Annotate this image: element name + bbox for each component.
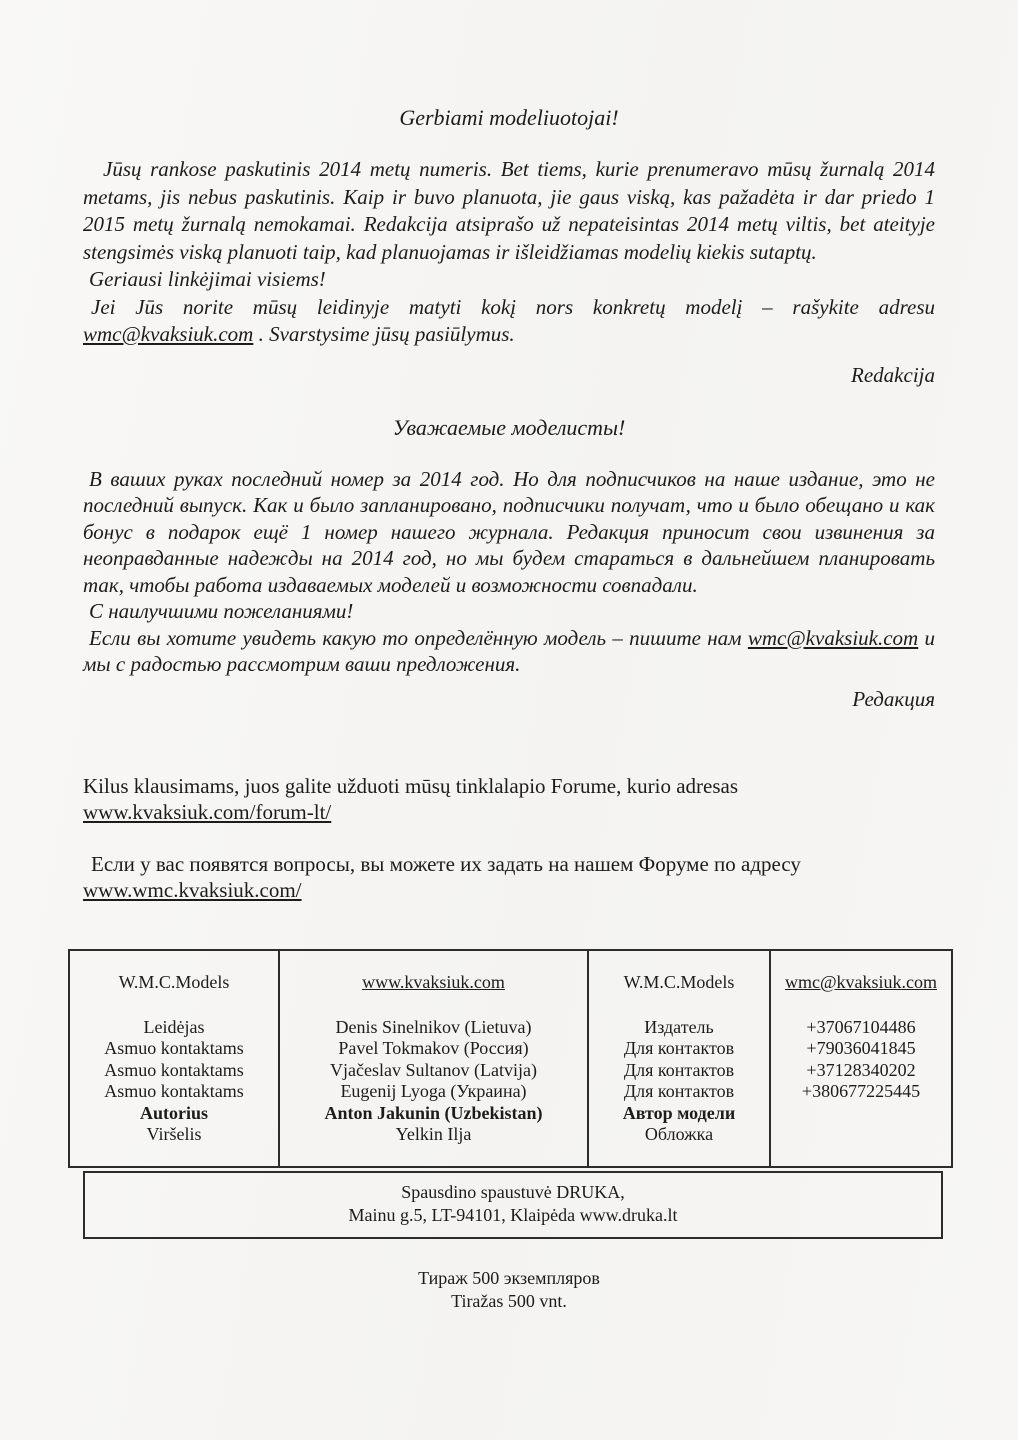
table-cell: Pavel Tokmakov (Россия) <box>280 1038 589 1060</box>
printer-line-2: Mainu g.5, LT-94101, Klaipėda www.druka.lt <box>348 1204 678 1225</box>
table-cell: Asmuo kontaktams <box>70 1038 280 1060</box>
table-cell: +37067104486 <box>806 1016 916 1037</box>
table-cell: Издатель <box>589 1017 771 1039</box>
table-cell: Denis Sinelnikov (Lietuva) <box>280 1017 589 1039</box>
forum-link-lt[interactable]: www.kvaksiuk.com/forum-lt/ <box>83 799 332 824</box>
table-cell: +37128340202 <box>806 1059 916 1080</box>
paragraph-lt-contact <box>83 294 935 349</box>
table-cell: Asmuo kontaktams <box>70 1060 280 1082</box>
forum-note-ru-text: Если у вас появятся вопросы, вы можете их задать на нашем Форуме по адресу <box>91 851 801 876</box>
printer-line-1: Spausdino spaustuvė DRUKA, <box>401 1181 625 1202</box>
paragraph-ru-contact-after: и мы с радостью рассмотрим ваши предложения. <box>83 625 936 676</box>
table-cell: Leidėjas <box>70 1017 280 1039</box>
paragraph-lt-contact-after: . Svarstysime jūsų pasiūlymus. <box>258 322 515 346</box>
table-cell <box>771 1103 951 1125</box>
table-cell: Для контактов <box>589 1038 771 1060</box>
forum-note-lt-text: Kilus klausimams, juos galite užduoti mūsų tinklalapio Forume, kurio adresas <box>83 773 738 798</box>
paragraph-ru-wishes: С наилучшими пожеланиями! <box>89 599 354 623</box>
signature-lt: Redakcija <box>851 362 935 387</box>
table-header-website <box>280 951 589 1017</box>
paragraph-ru-contact-before: Если вы хотите увидеть какую то определённую модель – пишите нам <box>89 625 742 650</box>
table-cell <box>771 1124 951 1166</box>
paragraph-ru-main: В ваших руках последний номер за 2014 год. Но для подписчиков на наше издание, это не последний выпуск. Как и было запланировано, подписчики получат, что и было обещано и как бонус в подарок ещё 1 номер нашего журнала. Редакция приносит свои извинения за неоправданные надежды на 2014 год, но мы будем стараться в дальнейшем планировать так, чтобы работа издаваемых моделей и возможности совпадали. <box>83 466 935 597</box>
forum-link-ru[interactable]: www.wmc.kvaksiuk.com/ <box>83 877 302 902</box>
table-cell: Vjačeslav Sultanov (Latvija) <box>280 1060 589 1082</box>
table-header-publisher-lt: W.M.C.Models <box>70 951 280 1017</box>
circulation-note <box>0 1267 1018 1313</box>
table-email-link[interactable]: wmc@kvaksiuk.com <box>784 971 938 992</box>
section-title-ru: Уважаемые моделисты! <box>392 414 626 440</box>
email-link-ru[interactable]: wmc@kvaksiuk.com <box>747 625 919 650</box>
text-column <box>83 104 935 903</box>
email-link-lt[interactable]: wmc@kvaksiuk.com <box>83 322 254 346</box>
table-cell: +380677225445 <box>801 1081 921 1101</box>
circulation-ru: Тираж 500 экземпляров <box>418 1267 600 1288</box>
table-cell: Для контактов <box>589 1081 771 1103</box>
paragraph-lt-contact-before: Jei Jūs norite mūsų leidinyje matyti kokį nors konkretų modelį – rašykite adresu <box>91 294 935 319</box>
table-cell: Anton Jakunin (Uzbekistan) <box>280 1103 589 1125</box>
table-cell: Autorius <box>70 1103 280 1125</box>
forum-note-lt <box>83 773 935 825</box>
table-cell: Обложка <box>589 1124 771 1166</box>
section-title-lt: Gerbiami modeliuotojai! <box>399 105 619 130</box>
table-header-email <box>771 951 951 1017</box>
printer-info-box <box>83 1171 943 1239</box>
paragraph-ru-contact <box>83 625 935 678</box>
table-cell: Asmuo kontaktams <box>70 1081 280 1103</box>
forum-note-ru <box>83 851 935 903</box>
paragraph-lt-wishes: Geriausi linkėjimai visiems! <box>89 267 326 291</box>
table-cell: Eugenij Lyoga (Украина) <box>280 1081 589 1103</box>
signature-ru: Редакция <box>852 686 935 711</box>
table-cell: Для контактов <box>589 1060 771 1082</box>
table-cell: Автор модели <box>589 1103 771 1125</box>
circulation-lt: Tiražas 500 vnt. <box>451 1290 567 1311</box>
table-header-publisher-ru: W.M.C.Models <box>589 951 771 1017</box>
credits-table <box>68 949 953 1168</box>
table-cell: Viršelis <box>70 1124 280 1166</box>
paragraph-lt-main: Jūsų rankose paskutinis 2014 metų numeris. Bet tiems, kurie prenumeravo mūsų žurnalą 2014 metams, jis nebus paskutinis. Kaip ir buvo planuota, jie gaus viską, kas pažadėta ir dar priedo 1 2015 metų žurnalą nemokamai. Redakcija atsiprašo už nepateisintas 2014 metų viltis, bet ateityje stengsimės viską planuoti taip, kad planuojamas ir išleidžiamas modelių kiekis sutaptų. <box>83 157 935 264</box>
website-link[interactable]: www.kvaksiuk.com <box>362 971 505 992</box>
table-cell: Yelkin Ilja <box>280 1124 589 1166</box>
table-cell: +79036041845 <box>806 1038 916 1058</box>
